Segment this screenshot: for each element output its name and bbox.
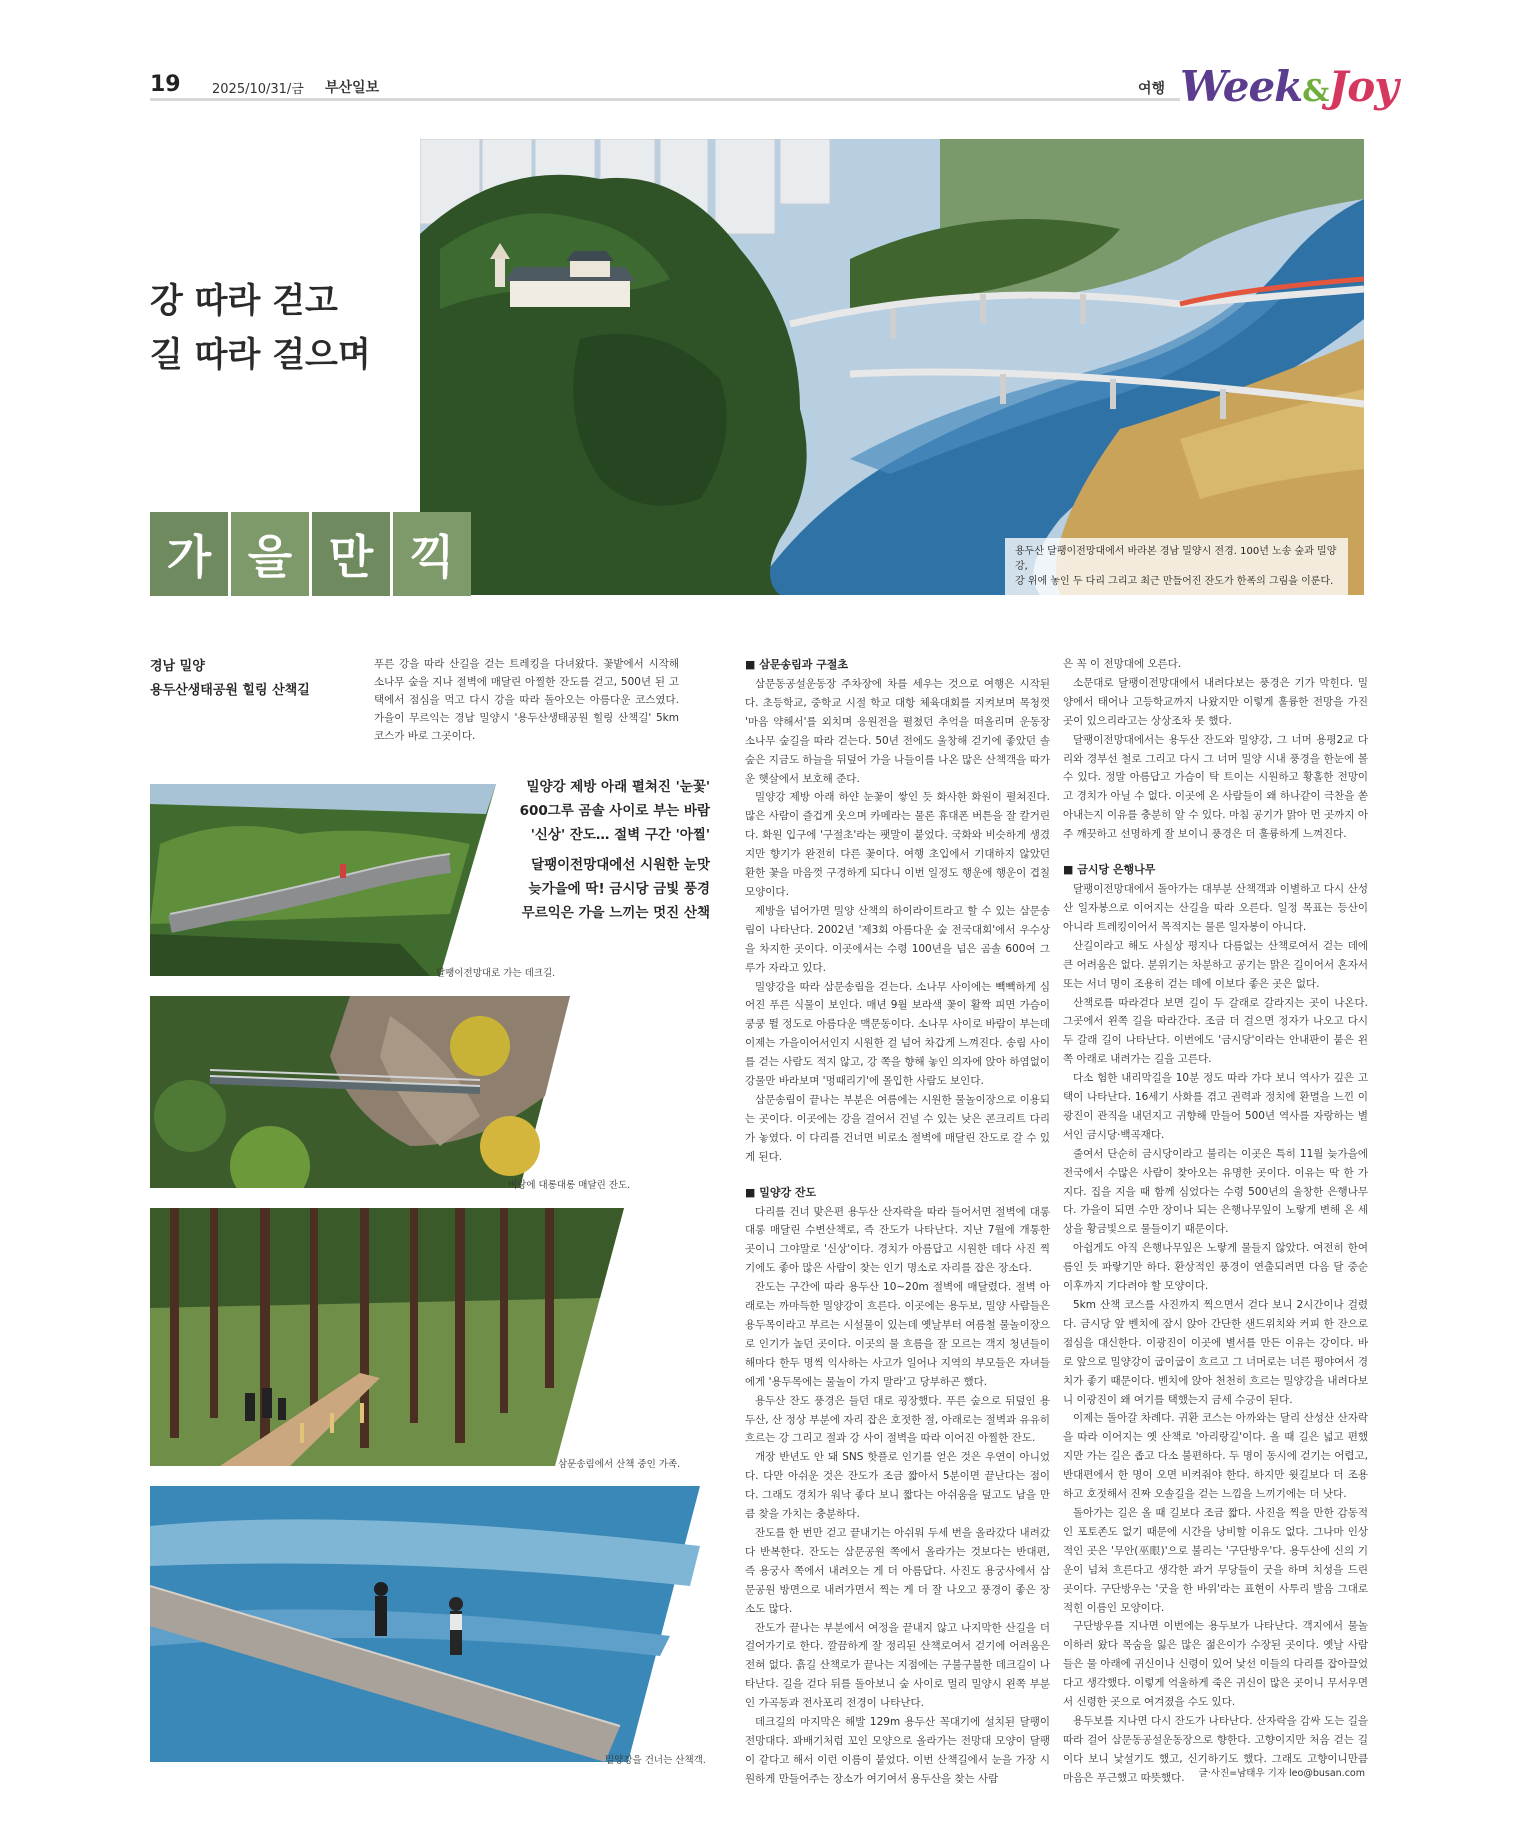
brand-logo: Week&Joy [1180, 62, 1398, 111]
keyword-box-4: 끽 [393, 512, 471, 596]
headline [150, 274, 371, 382]
section-heading-samun: ■ 삼문송림과 구절초 [745, 658, 849, 671]
keyword-box-3: 만 [312, 512, 390, 596]
photo-pine-forest [150, 1208, 624, 1466]
photo-caption-1: 달팽이전망대로 가는 데크길. [436, 968, 556, 979]
header-divider [150, 98, 1180, 101]
photo-caption-2: 벼랑에 대롱대롱 매달린 잔도. [508, 1180, 631, 1191]
hero-photo [420, 139, 1364, 595]
keyword-box-1: 가 [150, 512, 228, 596]
lead-paragraph: 푸른 강을 따라 산길을 걷는 트레킹을 다녀왔다. 꽃밭에서 시작해 소나무 숲을 지나 절벽에 매달린 아찔한 잔도를 걷고, 500년 된 고택에서 점심을 먹고 다시 강을 따라 돌아오는 아름다운 코스였다. 가을이 무르익는 경남 밀양시 '용두산생태공원 힐링 산책길' 5km 코스가 바로 그곳이다. [374, 658, 679, 742]
photo-caption-4: 밀양강을 건너는 산책객. [605, 1755, 706, 1766]
newspaper-name: 부산일보 [325, 80, 380, 96]
subheadline: 밀양강 제방 아래 펼쳐진 '눈꽃' 600그루 곰솔 사이로 부는 바람 '신상' 잔도… 절벽 구간 '아찔' 달팽이전망대에선 시원한 눈맛 늦가을에 딱! 금시당 금빛 풍경 무르익은 가을 느끼는 멋진 산책 [519, 779, 710, 921]
section-heading-geumsidang: ■ 금시당 은행나무 [1063, 863, 1156, 877]
photo-cliff-boardwalk [150, 996, 570, 1188]
photo-caption-3: 삼문송림에서 산책 중인 가족. [558, 1459, 681, 1470]
section-heading-jando: ■ 밀양강 잔도 [745, 1185, 817, 1199]
issue-date: 2025/10/31/금 [212, 82, 304, 97]
photo-deck-path [150, 784, 496, 976]
article-column-2: 은 꼭 이 전망대에 오른다. 소문대로 달팽이전망대에서 내려다보는 풍경은 기가 막힌다. 밀양에서 태어나 고등학교까지 나왔지만 이렇게 훌륭한 전망을 가진 곳이 있으리라고는 상상조차 못 했다. 달팽이전망대에서는 용두산 잔도와 밀양강, 그 너머 용평2교 다리와 경부선 철로 그리고 다시 그 너머 밀양 시내 풍경을 한눈에 볼 수 있다. 정말 아름답고 가슴이 탁 트이는 시원하고 황홀한 전망이고 경치가 아닐 수 없다. 이곳에 온 사람들이 왜 하나같이 극찬을 쏟아내는지 이유를 충분히 알 수 있다. 마침 공기가 맑아 먼 곳까지 아주 깨끗하고 선명하게 잘 보이니 풍경은 더 훌륭하게 느껴진다. ■ 금시당 은행나무 달팽이전망대에서 돌아가는 대부분 산책객과 이별하고 다시 산성산 일자봉으로 이어지는 산길을 따라 오른다. 일정 목표는 등산이 아니라 트레킹이어서 목적지는 물론 일자봉이 아니다. 산길이라고 해도 사실상 평지나 다름없는 산책로여서 걷는 데에 큰 어려움은 없다. 분위기는 차분하고 공기는 맑은 길이어서 혼자서 또는 서너 명이 조용히 걷는 데에 이보다 좋은 곳은 없다. 산책로를 따라걷다 보면 길이 두 갈래로 갈라지는 곳이 나온다. 그곳에서 왼쪽 길을 따라간다. 조금 더 걸으면 정자가 나오고 다시 두 갈래 길이 나타난다. 이번에도 '금시당'이라는 안내판이 붙은 왼쪽 아래로 내려가는 길을 고른다. 다소 험한 내리막길을 10분 정도 따라 가다 보니 역사가 깊은 고택이 나타난다. 16세기 사화를 겪고 권력과 정치에 환멸을 느낀 이광진이 관직을 내던지고 귀향해 만들어 500년 역사를 자랑하는 별서인 금시당·백곡재다. 줄여서 단순히 금시당이라고 불리는 이곳은 특히 11월 늦가을에 전국에서 수많은 사람이 찾아오는 유명한 곳이다. 이유는 딱 한 가지다. 집을 지을 때 함께 심었다는 수령 500년의 울창한 은행나무다. 가을이 되면 수만 장이나 되는 은행나무잎이 노랗게 변해 온 세상을 황금빛으로 물들이기 때문이다. 아쉽게도 아직 은행나무잎은 노랗게 물들지 않았다. 여전히 한여름인 듯 파랗기만 하다. 환상적인 풍경이 연출되려면 다음 달 중순 이후까지 기다려야 할 모양이다. 5km 산책 코스를 사진까지 찍으면서 걷다 보니 2시간이나 걸렸다. 금시당 앞 벤치에 잠시 앉아 간단한 샌드위치와 커피 한 잔으로 점심을 대신한다. 이광진이 이곳에 별서를 만든 이유는 강이다. 바로 앞으로 밀양강이 굽이굽이 흐르고 그 너머로는 너른 평야여서 경치가 좋기 때문이다. 벤치에 앉아 천천히 흐르는 밀양강을 내려다보니 이광진이 왜 여기를 택했는지 금세 수긍이 된다. 이제는 돌아갈 차례다. 귀환 코스는 아까와는 달리 산성산 산자락을 따라 이어지는 옛 산책로 '아리랑길'이다. 올 때 길은 넓고 편했지만 가는 길은 좁고 다소 불편하다. 두 명이 동시에 걷기는 어렵고, 반대편에서 한 명이 오면 비켜줘야 한다. 하지만 윗길보다 더 조용하고 호젓해서 진짜 오솔길을 걷는 느낌을 느끼기에는 더 낫다. 돌아가는 길은 올 때 길보다 조금 짧다. 사진을 찍을 만한 감동적인 포토존도 없기 때문에 시간을 낭비할 이유도 없다. 그나마 인상적인 곳은 '무안(巫眼)'으로 불리는 '구단방우'다. 용두산에 신의 기운이 넘쳐 흐른다고 생각한 과거 무당들이 굿을 하며 치성을 드린 곳이다. 구단방우는 '굿을 한 바위'라는 표현이 사투리 발음 그대로 적힌 이름인 모양이다. 구단방우를 지나면 이번에는 용두보가 나타난다. 객지에서 물놀이하러 왔다 목숨을 잃은 많은 젊은이가 수장된 곳이다. 옛날 사람들은 물 아래에 귀신이나 신령이 있어 낯선 이들의 다리를 잡아끌었다고 생각했다. 이렇게 억울하게 죽은 귀신이 많은 곳이니 무서우면서 신령한 곳으로 여겨졌을 수도 있다. 용두보를 지나면 다시 잔도가 나타난다. 산자락을 감싸 도는 길을 따라 걸어 삼문동공설운동장으로 향한다. 고향이지만 처음 걷는 길이다 보니 낯설기도 했고, 신기하기도 했다. 그래도 고향이니만큼 마음은 푸근했고 따뜻했다. [1063, 658, 1368, 1784]
headline-line-1: 강 따라 걷고 [150, 281, 338, 321]
keyword-box-2: 을 [231, 512, 309, 596]
section-name: 여행 [1138, 81, 1166, 97]
headline-line-2: 길 따라 걸으며 [150, 335, 371, 375]
hero-caption: 용두산 달팽이전망대에서 바라본 경남 밀양시 전경. 100년 노송 숲과 밀양강, 강 위에 놓인 두 다리 그리고 최근 만들어진 잔도가 한폭의 그림을 이룬다. [1005, 538, 1348, 595]
byline: 글·사진=남태우 기자 leo@busan.com [1198, 1768, 1365, 1779]
photo-river-crossing [150, 1486, 700, 1762]
article-column-1: ■ 삼문송림과 구절초 삼문동공설운동장 주차장에 차를 세우는 것으로 여행은 시작된다. 초등학교, 중학교 시절 학교 대항 체육대회를 지켜보며 목청껏 '마음 약해서'를 외치며 응원전을 펼쳤던 추억을 떠올리며 운동장 소나무 숲길을 따라 걷는다. 50년 전에도 울창해 걷기에 좋았던 솔숲은 지금도 하늘을 뒤덮어 가을 나들이를 나온 많은 산책객을 따가운 햇살에서 보호해 준다. 밀양강 제방 아래 하얀 눈꽃이 쌓인 듯 화사한 화원이 펼쳐진다. 많은 사람이 즐겁게 웃으며 카메라는 물론 휴대폰 버튼을 잘 칼거린다. 화원 입구에 '구절초'라는 팻말이 붙었다. 국화와 비슷하게 생겼지만 향기가 완전히 다른 꽃이다. 여행 초입에서 기대하지 않았던 환한 꽃을 마음껏 구경하게 되다니 이번 일정도 행운에 행운이 겹칠 모양이다. 제방을 넘어가면 밀양 산책의 하이라이트라고 할 수 있는 삼문송림이 나타난다. 2002년 '제3회 아름다운 숲 전국대회'에서 우수상을 차지한 곳이다. 이곳에서는 수령 100년을 넘은 곰솔 600여 그루가 자라고 있다. 밀양강을 따라 삼문송림을 걷는다. 소나무 사이에는 빽빽하게 심어진 푸른 식물이 보인다. 매년 9월 보라색 꽃이 활짝 피면 가슴이 쿵쿵 뛸 정도로 아름다운 맥문동이다. 소나무 사이로 바람이 부는데 이제는 가을이어서인지 시원한 걸 넘어 차갑게 느껴진다. 송림 사이를 걷는 사람도 적지 않고, 강 쪽을 향해 놓인 의자에 앉아 하염없이 강물만 바라보며 '멍때리기'에 몰입한 사람도 보인다. 삼문송림이 끝나는 부분은 여름에는 시원한 물놀이장으로 이용되는 곳이다. 이곳에는 강을 걸어서 건널 수 있는 낮은 콘크리트 다리가 놓였다. 이 다리를 건너면 비로소 절벽에 매달린 잔도로 갈 수 있게 된다. ■ 밀양강 잔도 다리를 건너 맞은편 용두산 산자락을 따라 들어서면 절벽에 대롱대롱 매달린 수변산책로, 즉 잔도가 나타난다. 지난 7월에 개통한 곳이니 그야말로 '신상'이다. 경치가 아름답고 시원한 데다 사진 찍기에도 좋아 많은 사람이 찾는 인기 명소로 자리를 잡은 장소다. 잔도는 구간에 따라 용두산 10~20m 절벽에 매달렸다. 절벽 아래로는 까마득한 밀양강이 흐른다. 이곳에는 용두보, 밀양 사람들은 용두목이라고 부르는 시설물이 있는데 옛날부터 여름철 물놀이장으로 인기가 높던 곳이다. 이곳의 물 흐름을 잘 모르는 객지 청년들이 해마다 한두 명씩 익사하는 사고가 일어나 지역의 부모들은 자녀들에게 '용두목에는 물놀이 가지 말라'고 당부하곤 했다. 용두산 잔도 풍경은 들던 대로 굉장했다. 푸른 숲으로 뒤덮인 용두산, 산 정상 부분에 자리 잡은 호젓한 절, 아래로는 절벽과 유유히 흐르는 강 그리고 절과 강 사이 절벽을 따라 이어진 아찔한 잔도. 개장 반년도 안 돼 SNS 핫플로 인기를 얻은 것은 우연이 아니었다. 다만 아쉬운 것은 잔도가 조금 짧아서 5분이면 끝난다는 점이다. 그래도 경치가 워낙 좋다 보니 짧다는 아쉬움을 덮고도 남을 만큼 찾을 가치는 충분하다. 잔도를 한 번만 걷고 끝내기는 아쉬워 두세 번을 올라갔다 내려갔다 반복한다. 잔도는 삼문공원 쪽에서 올라가는 것보다는 반대편, 즉 용궁사 쪽에서 내려오는 게 더 아름답다. 사진도 용궁사에서 삼문공원 방면으로 내려가면서 찍는 게 더 잘 나오고 풍경이 좋은 장소도 많다. 잔도가 끝나는 부분에서 여정을 끝내지 않고 나지막한 산길을 더 걸어가기로 한다. 깔끔하게 잘 정리된 산책로여서 걷기에 어려움은 전혀 없다. 흙길 산책로가 끝나는 지점에는 구불구불한 데크길이 나타난다. 길을 걷다 뒤를 돌아보니 숲 사이로 멀리 밀양시 왼쪽 부분인 가곡동과 전사포리 전경이 나타난다. 데크길의 마지막은 해발 129m 용두산 꼭대기에 설치된 달팽이전망대다. 꽈배기처럼 꼬인 모양으로 올라가는 전망대 모양이 달팽이 같다고 해서 이런 이름이 붙었다. 이번 산책길에서 눈을 가장 시원하게 만들어주는 장소가 여기여서 용두산을 찾는 사람 [745, 655, 1050, 1789]
lead-title: 경남 밀양 용두산생태공원 힐링 산책길 [150, 659, 310, 698]
page-number: 19 [150, 72, 181, 97]
